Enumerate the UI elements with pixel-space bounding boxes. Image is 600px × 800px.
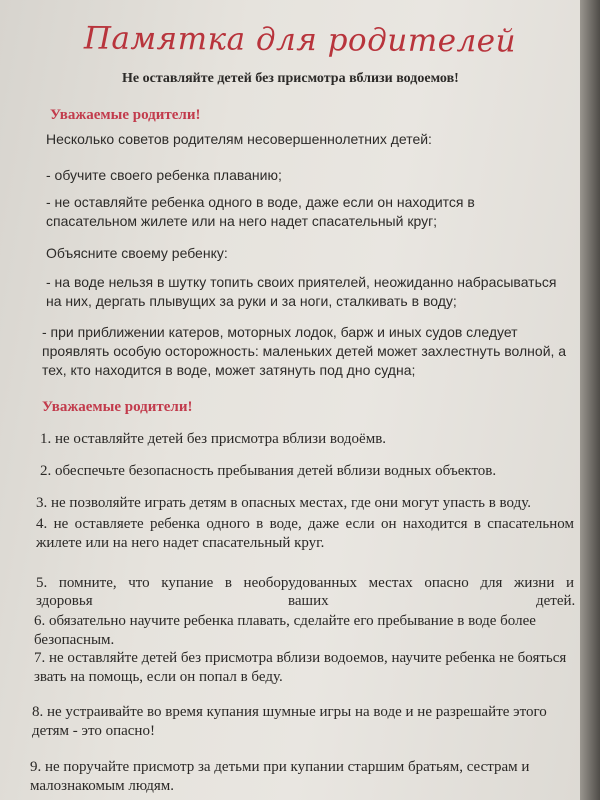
memo-title: Памятка для родителей [83, 20, 517, 60]
rule-item-4: 4. не оставляете ребенка одного в воде, даже если он находится в спасательном жилете или на него надет спасательный круг. [36, 516, 574, 551]
rule-item-7: 7. не оставляйте детей без присмотра вблизи водоемов, научите ребенка не бояться звать на помощь, если он попал в беду. [34, 650, 567, 685]
rule-item-5: 5. помните, что купание в необорудованных местах опасно для жизни и [36, 575, 574, 591]
rule-item-6: 6. обязательно научите ребенка плавать, сделайте его пребывание в воде более безопасным. [34, 613, 536, 648]
section1-intro: Несколько советов родителям несовершеннолетних детей: [46, 131, 432, 147]
rule-item-5-word-right: детей. [536, 593, 576, 609]
rule-item-3: 3. не позволяйте играть детям в опасных местах, где они могут упасть в воду. [36, 495, 531, 511]
tip-lifejacket: - не оставляйте ребенка одного в воде, даже если он находится в спасательном жилете или на него надет спасательный круг; [46, 194, 475, 229]
tip-boats: - при приближении катеров, моторных лодок, барж и иных судов следует проявлять особую осторожность: маленьких детей может захлестнуть волной, а тех, кто находится в воде, может затянуть под дно судна; [42, 324, 567, 378]
rule-item-2: 2. обеспечьте безопасность пребывания детей вблизи водных объектов. [40, 463, 497, 479]
rule-item-9: 9. не поручайте присмотр за детьми при купании старшим братьям, сестрам и малознакомым людям. [30, 759, 530, 794]
rule-item-5-word-left: здоровья [36, 593, 93, 609]
rule-item-1: 1. не оставляйте детей без присмотра вблизи водоёмв. [40, 431, 387, 447]
rule-item-5-word-center: ваших [288, 593, 329, 609]
page-edge-shadow [580, 0, 600, 800]
tip-swimming: - обучите своего ребенка плаванию; [46, 167, 282, 183]
explain-heading: Объясните своему ребенку: [46, 245, 228, 261]
memo-subtitle: Не оставляйте детей без присмотра вблизи водоемов! [122, 71, 459, 86]
tip-no-pranks: - на воде нельзя в шутку топить своих приятелей, неожиданно набрасываться на них, дергать плывущих за руки и за ноги, сталкивать в воду; [46, 274, 557, 309]
section1-heading: Уважаемые родители! [50, 107, 201, 123]
section2-heading: Уважаемые родители! [42, 399, 193, 415]
rule-item-8: 8. не устраивайте во время купания шумные игры на воде и не разрешайте этого детям - это опасно! [32, 704, 547, 739]
